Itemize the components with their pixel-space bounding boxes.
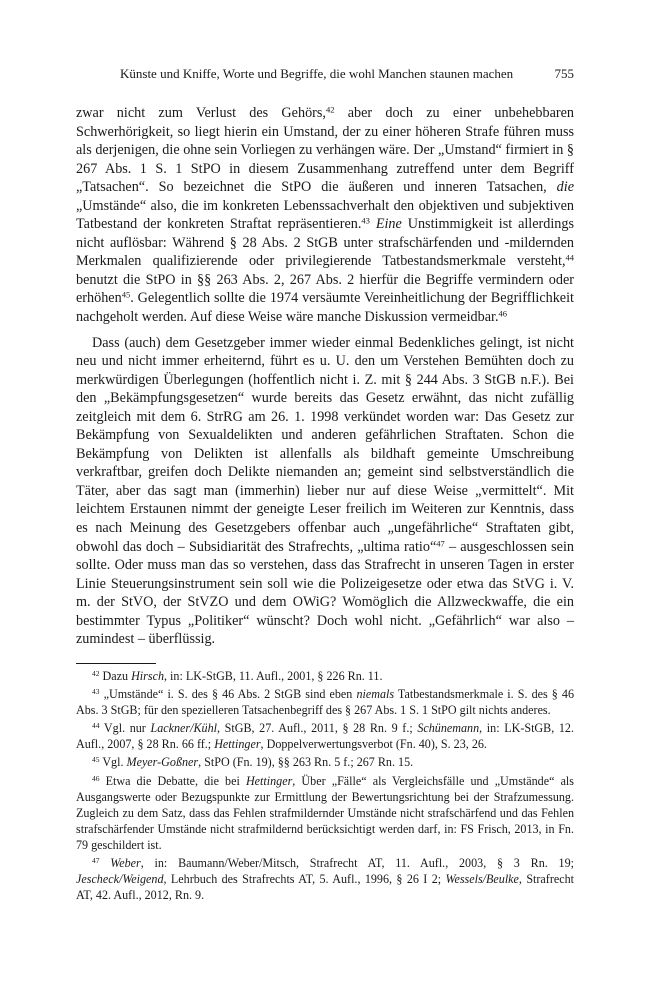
- footnote-marker: 43: [361, 215, 370, 226]
- text-run: „Umstände“ i. S. des § 46 Abs. 2 StGB sind eben: [103, 687, 357, 702]
- text-run: „Umstände“ also, die im konkreten Lebenssachverhalt den objektiven und subjektiven Tatbestand der konkreten Straftat repräsentieren.: [76, 197, 574, 233]
- italic-text: Lackner/Kühl: [150, 721, 217, 736]
- italic-text: Eine: [375, 216, 402, 233]
- italic-text: niemals: [356, 687, 395, 702]
- footnote-number: 42: [92, 668, 100, 678]
- footnote-separator: [76, 663, 156, 664]
- text-run: Vgl. nur: [103, 721, 151, 736]
- text-run: aber doch zu einer unbehebbaren Schwerhörigkeit, so liegt hierin ein Umstand, der zu einer höheren Strafe führen muss als derjenigen, die ohne sein Vorliegen zu verhängen wäre. Der „Umstand“ firmiert in § 267 Abs. 1 S. 1 StPO in diesem Zusammenhang zutreffend unter dem Begriff „Tatsachen“. So bezeichnet die StPO die äußeren und inneren Tatsachen,: [76, 105, 575, 196]
- footnote-marker: 46: [498, 308, 508, 319]
- text-run: , in: Baumann/Weber/Mitsch, Strafrecht AT, 11. Aufl., 2003, § 3 Rn. 19;: [140, 856, 574, 871]
- text-run: Tatbestandsmerkmale i. S. des § 46 Abs. 3 StGB; für den spezielleren Tatsachenbegriff des § 267 Abs. 1 S. 1 StPO gilt nichts anderes.: [76, 687, 574, 718]
- italic-text: Meyer-Goßner: [126, 755, 199, 770]
- text-run: Dazu: [102, 669, 132, 683]
- text-run: – ausgeschlossen sein sollte. Oder muss man das so verstehen, dass das Strafrecht in unseren Tagen in erster Linie Steuerungsinstrument sein soll wie die Polizeigesetze oder etwa das StVG i. V. m. der StVO, der StVZO und dem OWiG? Womöglich die Allzweckwaffe, die ein bestimmter Typus „Politiker“ wünscht? Doch wohl nicht. „Gefährlich“ war also – zumindest – überflüssig.: [76, 538, 574, 648]
- footnote: [76, 855, 574, 903]
- running-title: Künste und Kniffe, Worte und Begriffe, die wohl Manchen staunen machen: [120, 66, 514, 81]
- italic-text: Jescheck/Weigend: [76, 872, 164, 887]
- footnote-marker: 45: [121, 289, 131, 300]
- footnote-number: 43: [92, 686, 100, 696]
- text-run: . Gelegentlich sollte die 1974 versäumte Vereinheitlichung der Begrifflichkeit nachgeholt werden. Auf diese Weise wäre manche Diskussion vermeidbar.: [76, 290, 574, 326]
- text-run: Etwa die Debatte, die bei: [105, 773, 246, 788]
- italic-text: Wessels/Beulke: [445, 872, 519, 887]
- page-number: 755: [554, 66, 574, 81]
- text-run: , StGB, 27. Aufl., 2011, § 28 Rn. 9 f.;: [216, 721, 418, 736]
- footnote: [76, 754, 574, 770]
- footnote-marker: 42: [325, 104, 335, 115]
- footnotes: [76, 668, 574, 905]
- text-run: , Lehrbuch des Strafrechts AT, 5. Aufl., 1996, § 26 I 2;: [163, 872, 446, 887]
- italic-text: Hettinger: [245, 773, 293, 788]
- footnote-number: 45: [92, 755, 100, 765]
- text-run: , in: LK-StGB, 12. Aufl., 2007, § 28 Rn. 66 ff.;: [76, 721, 574, 752]
- italic-text: die: [556, 179, 574, 196]
- footnote: [76, 720, 574, 752]
- text-run: , Über „Fälle“ als Vergleichsfälle und „Umstände“ als Ausgangswerte oder Bezugspunkte zur Ermittlung der Bewertungsrichtung bei der Strafzumessung. Zugleich zu dem Satz, dass das Fehlen strafmildernder Umstände nicht strafschärfend und das Fehlen strafschärfender Umstände nicht strafmildernd berücksichtigt werden darf, in: FS Frisch, 2013, in Fn. 79 geschildert ist.: [76, 773, 575, 852]
- footnote: [76, 773, 574, 853]
- text-run: Vgl.: [102, 755, 127, 770]
- main-text: [76, 104, 574, 649]
- footnote: [76, 686, 574, 718]
- italic-text: Hirsch: [131, 669, 164, 683]
- text-run: , Strafrecht AT, 42. Aufl., 2012, Rn. 9.: [76, 872, 574, 903]
- paragraph: [76, 334, 574, 649]
- italic-text: Hettinger: [214, 737, 261, 752]
- italic-text: Weber: [110, 856, 141, 871]
- text-run: Dass (auch) dem Gesetzgeber immer wieder einmal Bedenkliches gelingt, ist nicht neu und nicht immer erheiternd, führt es u. U. den um Verstehen Bemühten doch zu merkwürdigen Überlegungen (hoffentlich nicht i. Z. mit § 244 Abs. 3 StGB n.F.). Bei den „Bekämpfungsgesetzen“ wurde bereits das Gesetz erwähnt, das nicht zufällig zeitgleich mit dem 6. StrRG am 26. 1. 1998 verkündet worden war: Das Gesetz zur Bekämpfung von Sexualdelikten und anderen gefährlichen Straftaten. Schon die Bekämpfung von Delikten ist allenfalls als bildhaft gemeinte Umschreibung verkraftbar, greifen doch Delikte niemanden an; gemeint sind selbstverständlich die Täter, aber das sagt man (immerhin) lieber nur auf diese Weise „vermittelt“. Mit leichtem Erstaunen nimmt der geneigte Leser freilich im Weiteren zur Kenntnis, dass es nach Meinung des Gesetzgebers offenbar auch „ungefährliche“ Straftaten gibt, obwohl das doch – Subsidiarität des Strafrechts, „ultima ratio“: [76, 334, 574, 555]
- italic-text: Schünemann: [417, 721, 480, 736]
- text-run: , Doppelverwertungsverbot (Fn. 40), S. 23, 26.: [260, 737, 487, 752]
- text-run: , in: LK-StGB, 11. Aufl., 2001, § 226 Rn. 11.: [164, 669, 383, 683]
- footnote-number: 46: [92, 773, 100, 783]
- footnote-marker: 44: [565, 252, 574, 263]
- footnote-number: 47: [92, 855, 100, 865]
- text-run: benutzt die StPO in §§ 263 Abs. 2, 267 Abs. 2 hierfür die Begriffe vermindern oder erhöhen: [76, 271, 574, 307]
- text-run: zwar nicht zum Verlust des Gehörs,: [76, 105, 326, 121]
- footnote-number: 44: [92, 721, 100, 731]
- paragraph: [76, 104, 574, 327]
- text-run: Unstimmigkeit ist allerdings nicht auflösbar: Während § 28 Abs. 2 StGB unter strafschärfenden und -mildernden Merkmalen qualifizierende oder privilegierende Tatbestandsmerkmale versteht,: [76, 216, 575, 270]
- footnote-marker: 47: [436, 537, 445, 548]
- text-run: , StPO (Fn. 19), §§ 263 Rn. 5 f.; 267 Rn. 15.: [198, 755, 414, 770]
- footnote: [76, 668, 574, 684]
